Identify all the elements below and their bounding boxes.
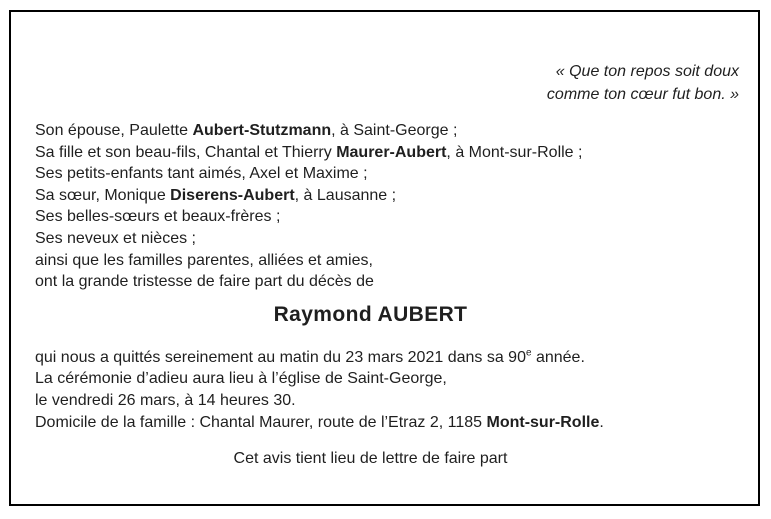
family-line: Ses neveux et nièces ; [35, 229, 196, 247]
family-line: Sa fille et son beau-fils, Chantal et Thierry Maurer-Aubert, à Mont-sur-Rolle ; [35, 143, 583, 161]
epitaph-quote [11, 60, 758, 106]
epitaph-quote-line: « Que ton repos soit doux [555, 63, 739, 80]
announcement-body [11, 120, 758, 470]
family-list [35, 120, 706, 293]
ordinal-superscript: e [525, 347, 532, 359]
family-line: ont la grande tristesse de faire part du décès de [35, 273, 374, 291]
deceased-name: Raymond AUBERT [273, 302, 468, 326]
ceremony-place-line: La cérémonie d’adieu aura lieu à l’église de Saint-George, [35, 370, 447, 388]
death-date-line: qui nous a quittés sereinement au matin du 23 mars 2021 dans sa 90e année. [35, 347, 585, 366]
ceremony-time-line: le vendredi 26 mars, à 14 heures 30. [35, 391, 296, 409]
announcement-card [9, 10, 760, 506]
epitaph-quote-line: comme ton cœur fut bon. » [546, 86, 739, 103]
closing-note: Cet avis tient lieu de lettre de faire part [233, 450, 508, 468]
family-line: Ses belles-sœurs et beaux-frères ; [35, 208, 281, 226]
family-line: Son épouse, Paulette Aubert-Stutzmann, à Saint-George ; [35, 122, 458, 139]
family-line: Sa sœur, Monique Diserens-Aubert, à Lausanne ; [35, 186, 397, 204]
family-address-line: Domicile de la famille : Chantal Maurer, route de l’Etraz 2, 1185 Mont-sur-Rolle. [35, 413, 604, 431]
family-line: ainsi que les familles parentes, alliées et amies, [35, 251, 373, 269]
family-line: Ses petits-enfants tant aimés, Axel et Maxime ; [35, 165, 368, 183]
funeral-details [35, 347, 706, 433]
